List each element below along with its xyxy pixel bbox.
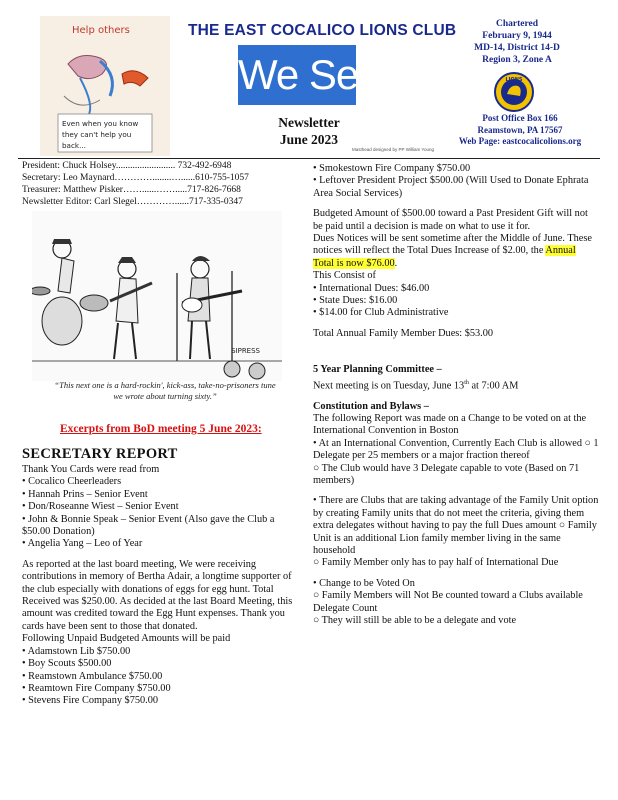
list-item: ○ Family Members will Not Be counted toward a Clubs available Delegate Count: [313, 590, 583, 614]
web-page-link[interactable]: Web Page: eastcocalicolions.org: [458, 136, 582, 146]
secretary-report-heading: SECRETARY REPORT: [22, 446, 178, 462]
charter-line: MD-14, District 14-D: [474, 43, 560, 53]
drawing-message-1: Even when you know: [62, 119, 139, 128]
logo-text: LIONS: [505, 77, 523, 83]
list-item: • Boy Scouts $500.00: [22, 658, 112, 670]
charter-line: Chartered: [495, 19, 539, 29]
charter-line: February 9, 1944: [482, 31, 552, 41]
charter-line: Region 3, Zone A: [482, 55, 552, 65]
list-item: • Hannah Prins – Senior Event: [22, 488, 148, 500]
drawing-message-2: they can't help you: [62, 130, 132, 139]
list-item: • Adamstown Lib $750.00: [22, 645, 131, 657]
club-title: THE EAST COCALICO LIONS CLUB: [188, 22, 457, 39]
family-unit-point: • There are Clubs that are taking advantage of the Family Unit option by creating Family units that do not meet the criteria, giving them extra delegates without having to pay the full Dues amount ○ Family Unit is an additional Lion family member living in the same household: [313, 495, 599, 556]
newsletter-title: [250, 114, 368, 148]
family-unit-sub: ○ Family Member only has to pay half of International Due: [313, 557, 559, 569]
officer-secretary: Secretary: Leo Maynard…………........…......610-755-1057: [22, 173, 249, 183]
constitution-intro: The following Report was made on a Change to be voted on at the International Convention in Boston: [313, 412, 587, 437]
list-item: • Stevens Fire Company $750.00: [22, 695, 159, 707]
list-item: • Don/Roseanne Wiest – Senior Event: [22, 501, 179, 513]
planning-sup: th: [464, 379, 469, 386]
charter-info: [452, 18, 582, 66]
club-address: [440, 113, 600, 148]
motto-banner: We Serve: [238, 45, 356, 105]
issue-date: June 2023: [279, 132, 339, 147]
annual-total-highlight: Annual Total is now $76.00: [313, 245, 576, 269]
address-line: Reamstown, PA 17567: [477, 124, 563, 135]
list-item: • International Dues: $46.00: [313, 282, 430, 294]
header-divider: [18, 158, 600, 159]
drawing-message-3: back...: [62, 141, 86, 150]
list-item: ○ They will still be able to be a delegate and vote: [313, 615, 517, 627]
report-paragraph: As reported at the last board meeting, We were receiving contributions in memory of Bertha Adair, a longtime supporter of the club especially with donations of eggs for egg hunt. Total Received was $250.00. As decided at the last Board Meeting, this amount was credited toward the Egg Hunt expenses. Thank you cards have been sent to those that donated.: [22, 558, 293, 632]
thank-you-intro: Thank You Cards were read from: [22, 464, 160, 475]
family-dues: Total Annual Family Member Dues: $53.00: [313, 327, 494, 339]
planning-text-start: Next meeting is on Tuesday, June 13: [313, 380, 465, 392]
newsletter-label: Newsletter: [278, 115, 340, 130]
convention-point: • At an International Convention, Currently Each Club is allowed ○ 1 Delegate per 25 members or a major fraction thereof: [313, 437, 599, 462]
officer-treasurer: Treasurer: Matthew Pisker……......…….....717-826-7668: [22, 185, 241, 195]
planning-text-end: at 7:00 AM: [468, 380, 519, 392]
right-column: [313, 163, 599, 627]
planning-text: [313, 377, 599, 393]
lions-logo-icon: [494, 72, 534, 112]
help-others-drawing: [40, 16, 170, 156]
officer-list: [22, 160, 292, 208]
masthead-credit: Masthead designed by PP William Young: [352, 147, 434, 152]
unpaid-intro: Following Unpaid Budgeted Amounts will be paid: [22, 633, 231, 645]
list-item: • $14.00 for Club Administrative: [313, 307, 449, 319]
change-point: • Change to be Voted On: [313, 577, 415, 589]
list-item: • John & Bonnie Speak – Senior Event (Also gave the Club a $50.00 Donation): [22, 513, 275, 538]
cartoon-caption: “This next one is a hard-rockin', kick-ass, take-no-prisoners tune we wrote about turning sixty.”: [54, 380, 276, 401]
address-line: Post Office Box 166: [482, 113, 558, 123]
consist-intro: This Consist of: [313, 270, 376, 282]
planning-heading: 5 Year Planning Committee –: [313, 364, 442, 376]
dues-text-end: .: [394, 257, 398, 269]
list-item: • Reamstown Ambulance $750.00: [22, 670, 163, 682]
list-item: • State Dues: $16.00: [313, 295, 398, 307]
excerpt-heading: Excerpts from BoD meeting 5 June 2023:: [60, 423, 262, 435]
secretary-report-body: [22, 464, 300, 708]
dues-paragraph: [313, 233, 599, 270]
list-item: • Leftover President Project $500.00 (Will Used to Donate Ephrata Area Social Services): [313, 175, 589, 199]
budget-paragraph: Budgeted Amount of $500.00 toward a Past President Gift will not be paid until a decision is made on what to use it for.: [313, 208, 588, 232]
cartoon-signature: SIPRESS: [231, 347, 260, 355]
officer-editor: Newsletter Editor: Carl Slegel…………......717-335-0347: [22, 197, 243, 207]
list-item: • Angelia Yang – Leo of Year: [22, 538, 143, 550]
list-item: • Cocalico Cheerleaders: [22, 476, 122, 488]
dues-text: Dues Notices will be sent sometime after the Middle of June. These notices will reflect the Total Dues Increase of $2.00, the: [313, 233, 592, 257]
constitution-heading: Constitution and Bylaws –: [313, 400, 429, 412]
officer-president: President: Chuck Holsey......................... 732-492-6948: [22, 161, 232, 171]
list-item: • Smokestown Fire Company $750.00: [313, 163, 471, 174]
drawing-title: Help others: [72, 25, 130, 36]
convention-sub: ○ The Club would have 3 Delegate capable to vote (Based on 71 members): [313, 462, 580, 486]
list-item: • Reamtown Fire Company $750.00: [22, 682, 171, 694]
